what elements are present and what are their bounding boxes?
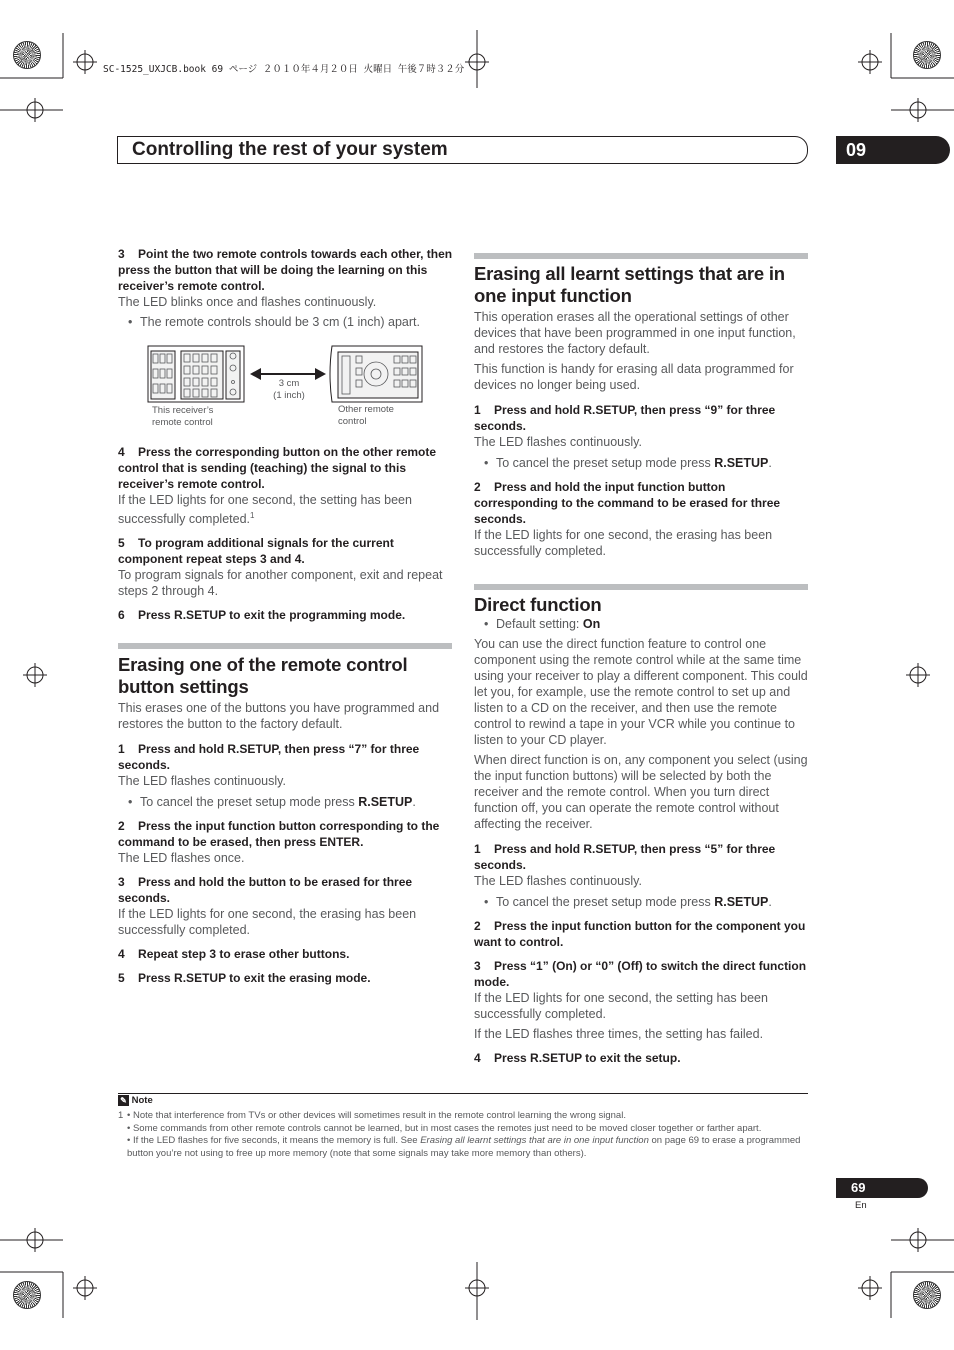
direct-step-1-body: The LED flashes continuously. — [474, 874, 642, 888]
sunburst-mark — [913, 41, 941, 69]
erase-all-p2: This function is handy for erasing all data programmed for devices no longer being used. — [474, 362, 794, 392]
step-3-body: The LED blinks once and flashes continuously. — [118, 295, 377, 309]
step-5-body: To program signals for another component, exit and repeat steps 2 through 4. — [118, 568, 443, 599]
section-heading: Erasing one of the remote control button settings — [118, 654, 408, 697]
erase-all-step-2-body: If the LED lights for one second, the erasing has been successfully completed. — [474, 528, 773, 558]
direct-step-3-body-1: If the LED lights for one second, the setting has been successfully completed. — [474, 991, 768, 1021]
note-line-1: • Note that interference from TVs or other devices will sometimes result in the remote control learning the wrong signal. — [127, 1110, 626, 1121]
erase-step-2: 2 Press the input function button corresponding to the command to be erased, then press ENTER. — [118, 819, 440, 849]
step-3-bullet: • The remote controls should be 3 cm (1 inch) apart. — [118, 314, 454, 330]
erase-one-section — [118, 654, 454, 986]
figure-caption-left: This receiver’s remote control — [152, 405, 214, 428]
erase-all-step-1-bullet: • To cancel the preset setup mode press R.SETUP. — [474, 455, 810, 471]
note-body — [118, 1110, 808, 1160]
direct-step-2: 2 Press the input function button for the component you want to control. — [474, 919, 806, 949]
step-6: 6 Press R.SETUP to exit the programming mode. — [118, 608, 406, 623]
chapter-number: 09 — [846, 140, 867, 160]
section-rule — [474, 253, 808, 259]
page-title: Controlling the rest of your system — [132, 139, 448, 160]
note-rule — [118, 1093, 808, 1094]
step-4-body: If the LED lights for one second, the setting has been successfully completed.$^1$ — [118, 493, 412, 527]
page-number-tab — [836, 1178, 928, 1198]
direct-p2: When direct function is on, any component you select (using the input function buttons) will be selected by both the receiver and the remote control. When you turn direct function off, you can operate the remote control without affecting the receiver. — [474, 753, 808, 831]
section-rule — [118, 643, 452, 649]
erase-all-step-1: 1 Press and hold R.SETUP, then press “9” for three seconds. — [474, 403, 776, 433]
erase-all-p1: This operation erases all the operational settings of other devices that have been programmed in one input function, and restores the factory default. — [474, 310, 796, 356]
print-info: SC-1525_UXJCB.book 69 ページ ２０１０年４月２０日 火曜日 午後７時３２分 — [103, 64, 465, 75]
erase-all-step-2: 2 Press and hold the input function button corresponding to the command to be erased for three seconds. — [474, 480, 781, 526]
step-3: 3 Point the two remote controls towards each other, then press the button that will be doing the learning on this receiver’s remote control. — [118, 247, 453, 293]
note-line-2: • Some commands from other remote controls cannot be learned, but in most cases the remotes just need to be moved closer together or farther apart. — [127, 1122, 762, 1134]
step-5: 5 To program additional signals for the current component repeat steps 3 and 4. — [118, 536, 394, 567]
erase-step-4: 4 Repeat step 3 to erase other buttons. — [118, 947, 350, 961]
header-bar — [117, 136, 808, 164]
left-column — [118, 246, 454, 330]
sunburst-mark — [913, 1281, 941, 1309]
note-line-3: • If the LED flashes for five seconds, it means the memory is full. See Erasing all learnt settings that are in one input function on page 69 to erase a programmed button you’re not using to free up more memory (note that some signals may take more memory than others). — [127, 1135, 801, 1159]
erase-step-5: 5 Press R.SETUP to exit the erasing mode. — [118, 971, 371, 985]
erase-all-section — [474, 263, 810, 559]
erase-step-1: 1 Press and hold R.SETUP, then press “7” for three seconds. — [118, 742, 420, 772]
section-intro: This erases one of the buttons you have programmed and restores the button to the factory default. — [118, 701, 440, 731]
erase-step-2-body: The LED flashes once. — [118, 851, 245, 865]
note-number: 1 — [118, 1110, 124, 1121]
direct-function-section — [474, 594, 810, 1066]
page-number: 69 — [851, 1180, 866, 1195]
figure-distance: 3 cm (1 inch) — [273, 378, 305, 401]
figure-caption-right: Other remote control — [338, 404, 394, 427]
direct-step-1: 1 Press and hold R.SETUP, then press “5” for three seconds. — [474, 842, 776, 872]
sunburst-mark — [13, 1281, 41, 1309]
erase-all-step-1-body: The LED flashes continuously. — [474, 435, 642, 449]
sunburst-mark — [13, 41, 41, 69]
section-heading: Direct function — [474, 594, 602, 615]
direct-step-3-body-2: If the LED flashes three times, the setting has failed. — [474, 1027, 764, 1041]
direct-step-4: 4 Press R.SETUP to exit the setup. — [474, 1051, 681, 1065]
step-4: 4 Press the corresponding button on the other remote control that is sending (teaching) the signal to this receiver’s remote control. — [118, 445, 437, 491]
default-setting: • Default setting: On — [474, 616, 810, 632]
erase-step-1-bullet: • To cancel the preset setup mode press R.SETUP. — [118, 794, 454, 810]
chapter-tab — [836, 136, 950, 164]
erase-step-3-body: If the LED lights for one second, the erasing has been successfully completed. — [118, 907, 417, 937]
direct-step-1-bullet: • To cancel the preset setup mode press R.SETUP. — [474, 894, 810, 910]
language-code: En — [855, 1200, 867, 1211]
direct-step-3: 3 Press “1” (On) or “0” (Off) to switch the direct function mode. — [474, 959, 807, 989]
section-rule — [474, 584, 808, 590]
section-heading: Erasing all learnt settings that are in one input function — [474, 263, 785, 306]
note-label: ✎ Note — [118, 1095, 153, 1106]
erase-step-1-body: The LED flashes continuously. — [118, 774, 286, 788]
note-icon: ✎ — [118, 1095, 129, 1106]
erase-step-3: 3 Press and hold the button to be erased for three seconds. — [118, 875, 413, 905]
left-column-2 — [118, 444, 454, 623]
direct-p1: You can use the direct function feature to control one component using the remote control while at the same time using your receiver to play a different component. This could let you, for example, use the remote control to set up and listen to a CD on the receiver, and then use the remote control to rewind a tape in your VCR while you continue to listen to your CD player. — [474, 637, 808, 747]
